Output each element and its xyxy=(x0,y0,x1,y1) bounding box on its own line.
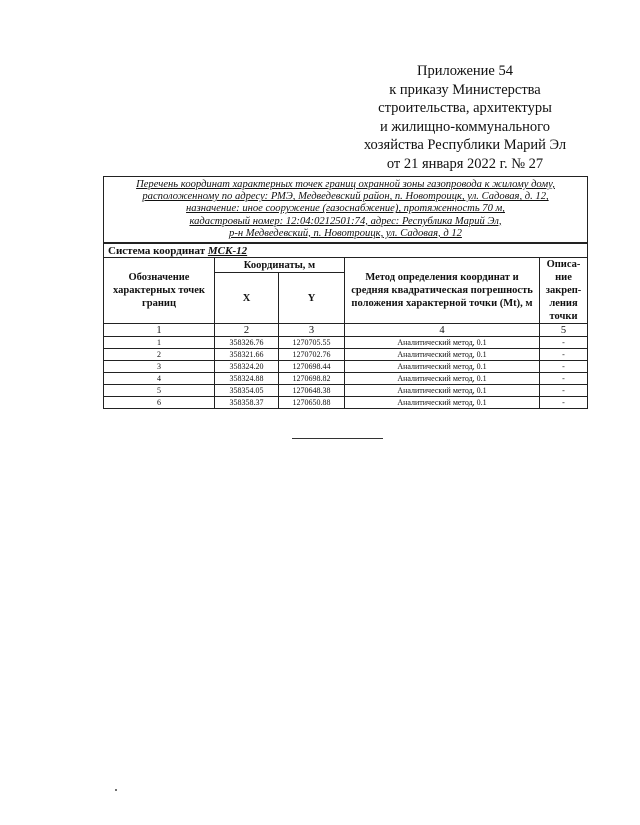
point-cell: 5 xyxy=(104,385,215,397)
system-label: Система координат xyxy=(108,244,208,257)
header-row xyxy=(104,258,588,273)
caption-line: кадастровый номер: 12:04:0212501:74, адрес: Республика Марий Эл, xyxy=(189,215,502,227)
desc-cell: - xyxy=(540,337,588,349)
table-row xyxy=(104,385,588,397)
column-numbers-row xyxy=(104,324,588,337)
point-cell: 4 xyxy=(104,373,215,385)
coordinate-system xyxy=(104,243,588,258)
header-method: Метод определения координат и средняя квадратическая погрешность положения характерной точки (Mt), м xyxy=(345,258,540,324)
system-row xyxy=(104,243,588,258)
caption-line: расположенному по адресу: РМЭ, Медведевский район, п. Новотроицк, ул. Садовая, д. 12, xyxy=(142,191,549,203)
desc-cell: - xyxy=(540,361,588,373)
table-row xyxy=(104,397,588,409)
y-cell: 1270698.82 xyxy=(279,373,345,385)
header-y: Y xyxy=(279,273,345,324)
desc-cell: - xyxy=(540,349,588,361)
y-cell: 1270702.76 xyxy=(279,349,345,361)
header-coords: Координаты, м xyxy=(215,258,345,273)
method-cell: Аналитический метод, 0.1 xyxy=(345,337,540,349)
point-cell: 1 xyxy=(104,337,215,349)
caption-row xyxy=(104,177,588,244)
closing-rule xyxy=(292,438,383,439)
point-cell: 3 xyxy=(104,361,215,373)
x-cell: 358324.20 xyxy=(215,361,279,373)
scan-speck xyxy=(115,789,117,791)
table-row xyxy=(104,373,588,385)
caption-line: р-н Медведевский, п. Новотроицк, ул. Садовая, д 12 xyxy=(229,227,462,239)
header-desc: Описа-ние закреп-ления точки xyxy=(540,258,588,324)
x-cell: 358354.05 xyxy=(215,385,279,397)
y-cell: 1270705.55 xyxy=(279,337,345,349)
appendix-header xyxy=(330,62,600,174)
appendix-line: строительства, архитектуры xyxy=(378,100,552,117)
table-row xyxy=(104,361,588,373)
y-cell: 1270698.44 xyxy=(279,361,345,373)
column-number: 5 xyxy=(540,324,588,337)
desc-cell: - xyxy=(540,373,588,385)
appendix-line: и жилищно-коммунального xyxy=(379,118,551,135)
column-number: 2 xyxy=(215,324,279,337)
x-cell: 358358.37 xyxy=(215,397,279,409)
y-cell: 1270650.88 xyxy=(279,397,345,409)
coordinates-table xyxy=(103,176,588,409)
column-number: 1 xyxy=(104,324,215,337)
system-value: МСК-12 xyxy=(207,244,248,257)
x-cell: 358324.88 xyxy=(215,373,279,385)
point-cell: 6 xyxy=(104,397,215,409)
appendix-line: от 21 января 2022 г. № 27 xyxy=(386,155,544,172)
caption-line: назначение: иное сооружение (газоснабжение), протяженность 70 м, xyxy=(186,203,505,215)
column-number: 3 xyxy=(279,324,345,337)
appendix-line: Приложение 54 xyxy=(417,63,513,79)
header-point: Обозначение характерных точек границ xyxy=(104,258,215,324)
method-cell: Аналитический метод, 0.1 xyxy=(345,385,540,397)
x-cell: 358321.66 xyxy=(215,349,279,361)
method-cell: Аналитический метод, 0.1 xyxy=(345,397,540,409)
method-cell: Аналитический метод, 0.1 xyxy=(345,373,540,385)
y-cell: 1270648.38 xyxy=(279,385,345,397)
method-cell: Аналитический метод, 0.1 xyxy=(345,361,540,373)
x-cell: 358326.76 xyxy=(215,337,279,349)
point-cell: 2 xyxy=(104,349,215,361)
caption-line: Перечень координат характерных точек границ охранной зоны газопровода к жилому дому, xyxy=(136,179,555,190)
appendix-line: хозяйства Республики Марий Эл xyxy=(363,137,567,154)
header-x: X xyxy=(215,273,279,324)
column-number: 4 xyxy=(345,324,540,337)
desc-cell: - xyxy=(540,397,588,409)
table-row xyxy=(104,337,588,349)
table-row xyxy=(104,349,588,361)
desc-cell: - xyxy=(540,385,588,397)
method-cell: Аналитический метод, 0.1 xyxy=(345,349,540,361)
table-caption xyxy=(104,177,588,244)
appendix-line: к приказу Министерства xyxy=(389,81,541,98)
